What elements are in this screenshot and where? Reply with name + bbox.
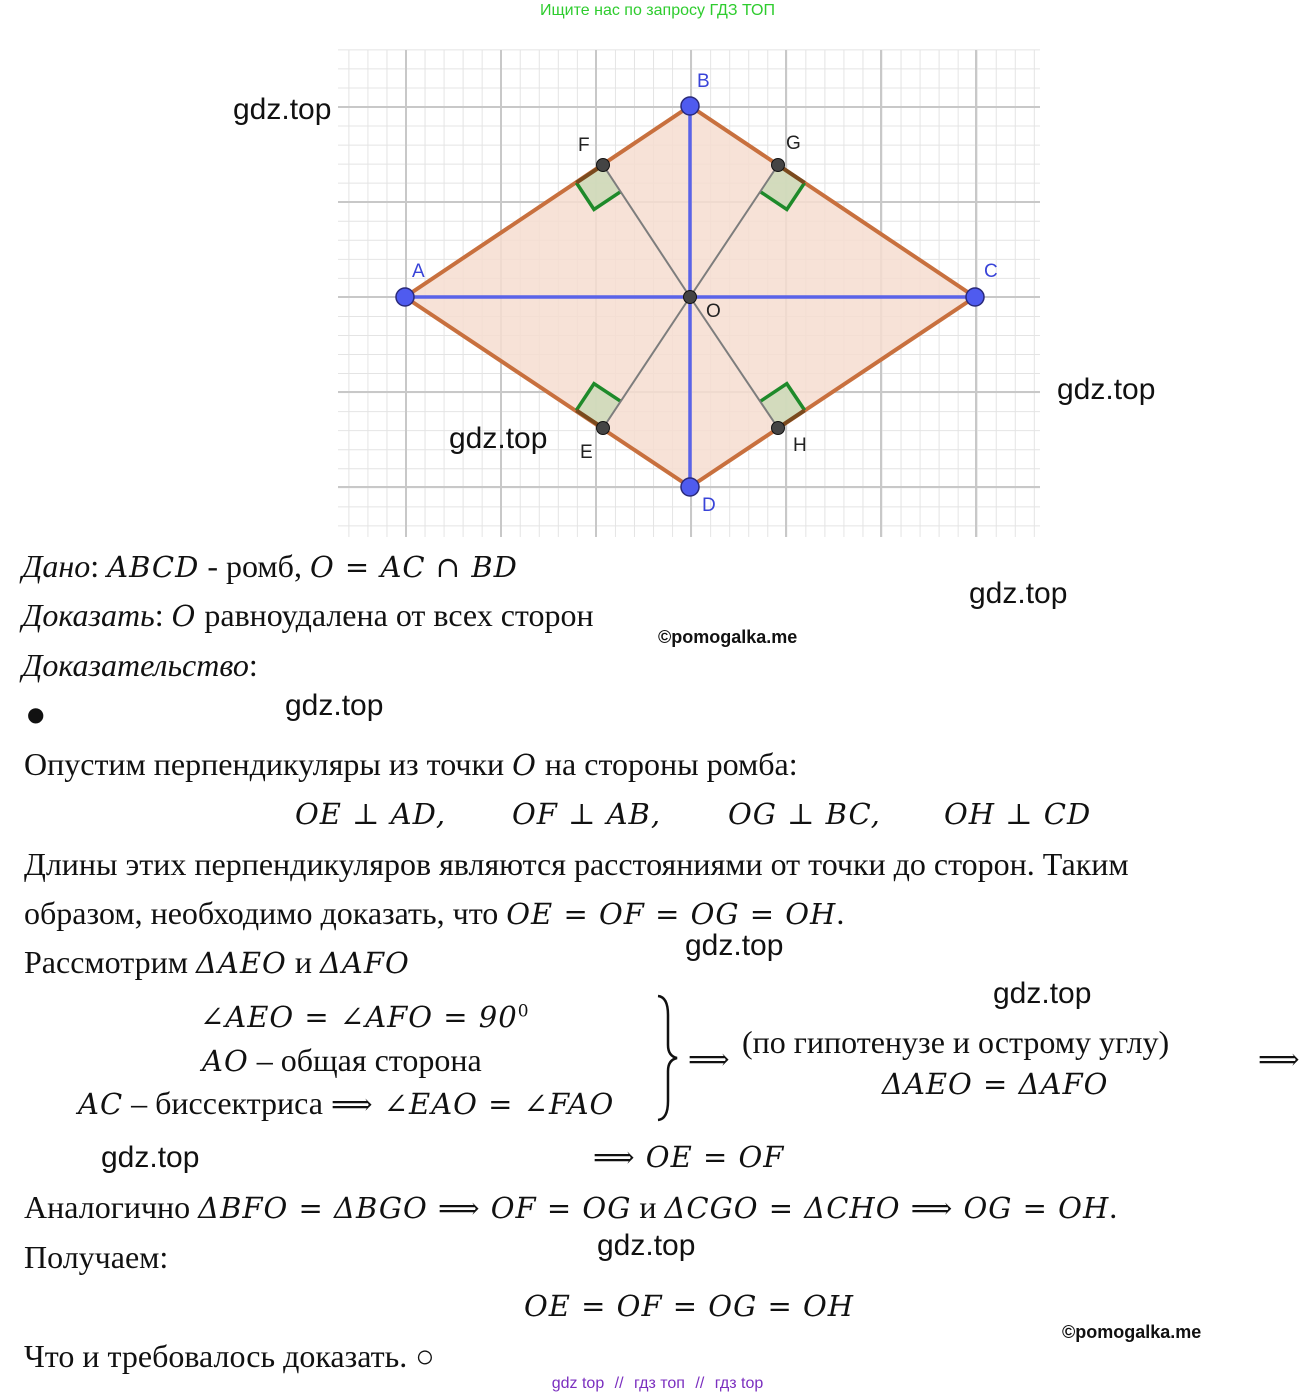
prove-math: O [171, 599, 197, 633]
point-e [597, 422, 610, 435]
similarly-and: и [631, 1189, 665, 1225]
credit: ©pomogalka.me [658, 627, 798, 647]
label-e: E [580, 442, 593, 463]
point-o [684, 291, 697, 304]
system-row2-math: AO [202, 1044, 249, 1078]
perp-oh: OH ⊥ CD [944, 797, 1092, 831]
implies-arrow: ⟹ [1258, 1042, 1301, 1076]
watermark: gdz.top [993, 977, 1092, 1010]
watermark: gdz.top [449, 422, 548, 455]
prove-text: равноудалена от всех сторон [196, 597, 594, 633]
rhombus-figure [0, 0, 1315, 545]
footer-link[interactable]: гдз top [714, 1375, 764, 1392]
watermark: gdz.top [101, 1141, 200, 1174]
consider-line [24, 944, 410, 981]
step1-text: Опустим перпендикуляры из точки [24, 746, 513, 782]
step2-math: OE = OF = OG = OH [506, 897, 837, 931]
step1-text2: на стороны ромба: [536, 746, 798, 782]
credit: ©pomogalka.me [1062, 1322, 1202, 1342]
prove-sep: : [154, 597, 164, 633]
point-d [681, 478, 699, 496]
watermark: gdz.top [969, 577, 1068, 610]
footer-link[interactable]: гдз топ [634, 1375, 685, 1392]
point-f [597, 159, 610, 172]
prove-label: Доказать [22, 597, 155, 633]
given-label: Дано [22, 548, 91, 584]
consider-tri2: ΔAFO [319, 946, 410, 980]
system-row3-math2: ⟹ ∠EAO = ∠FAO [330, 1087, 615, 1121]
given-math-abcd: ABCD [107, 550, 200, 584]
step1-line [24, 746, 798, 783]
step2-line2 [24, 895, 844, 932]
label-b: B [697, 71, 710, 92]
footer-link[interactable]: gdz top [551, 1375, 605, 1392]
step2-line1: Длины этих перпендикуляров являются расстояниями от точки до сторон. Таким [24, 846, 1129, 882]
final-equation: OE = OF = OG = OH [524, 1289, 855, 1323]
similarly-text: Аналогично [24, 1189, 199, 1225]
system-row1 [200, 1000, 530, 1034]
similarly-line [24, 1189, 1117, 1226]
consider-text: Рассмотрим [24, 944, 196, 980]
implies-arrow: ⟹ [688, 1042, 731, 1076]
step2-text: образом, необходимо доказать, что [24, 895, 507, 931]
get-line: Получаем: [24, 1239, 169, 1275]
proof-label: Доказательство [22, 647, 249, 683]
point-a [396, 288, 414, 306]
system-row2-text: – общая сторона [248, 1042, 482, 1078]
given-text: - ромб, [199, 548, 310, 584]
footer-links [0, 1375, 1315, 1393]
label-f: F [578, 135, 590, 156]
right-brace [652, 993, 682, 1123]
proof-line [22, 647, 258, 684]
label-a: A [412, 261, 425, 282]
footer-sep: // [614, 1375, 624, 1392]
system-row1-math: ∠AEO = ∠AFO = 90 [200, 1000, 518, 1034]
perp-og: OG ⊥ BC, [728, 797, 881, 831]
system-row3-math1: AC [78, 1087, 124, 1121]
watermark: gdz.top [685, 929, 784, 962]
watermark: gdz.top [233, 93, 332, 126]
label-d: D [702, 495, 716, 516]
footer-sep: // [695, 1375, 705, 1392]
point-h [772, 422, 785, 435]
watermark: gdz.top [597, 1229, 696, 1262]
consider-and: и [286, 944, 320, 980]
system-row3-text: – биссектриса [123, 1085, 331, 1121]
system-row2 [202, 1042, 482, 1079]
perp-oe: OE ⊥ AD, [295, 797, 447, 831]
similarly-math1: ΔBFO = ΔBGO ⟹ OF = OG [198, 1191, 632, 1225]
reason-text: (по гипотенузе и острому углу) [742, 1024, 1170, 1060]
qed-line: Что и требовалось доказать. ○ [24, 1338, 435, 1374]
watermark: gdz.top [285, 689, 384, 722]
similarly-math2: ΔCGO = ΔCHO ⟹ OG = OH [664, 1191, 1110, 1225]
result-oe-of: ⟹ OE = OF [593, 1140, 785, 1174]
watermark: gdz.top [1057, 373, 1156, 406]
triangles-equal: ΔAEO = ΔAFO [882, 1067, 1109, 1101]
top-banner[interactable]: Ищите нас по запросу ГДЗ ТОП [540, 2, 775, 19]
point-b [681, 97, 699, 115]
bullet: ● [27, 702, 45, 726]
label-c: C [984, 261, 998, 282]
given-sep: : [90, 548, 100, 584]
given-line [22, 548, 518, 585]
step1-math: O [512, 748, 537, 782]
given-math-o: O = AC ∩ BD [309, 550, 518, 584]
label-g: G [786, 133, 801, 154]
step2-dot: . [836, 895, 845, 931]
degree-sup: 0 [517, 1001, 530, 1022]
system-row3 [78, 1085, 614, 1122]
similarly-dot: . [1109, 1189, 1118, 1225]
label-o: O [706, 301, 721, 322]
label-h: H [793, 435, 807, 456]
prove-line [22, 597, 594, 634]
point-g [772, 159, 785, 172]
point-c [966, 288, 984, 306]
perp-of: OF ⊥ AB, [512, 797, 662, 831]
proof-sep: : [248, 647, 258, 683]
consider-tri1: ΔAEO [195, 946, 287, 980]
